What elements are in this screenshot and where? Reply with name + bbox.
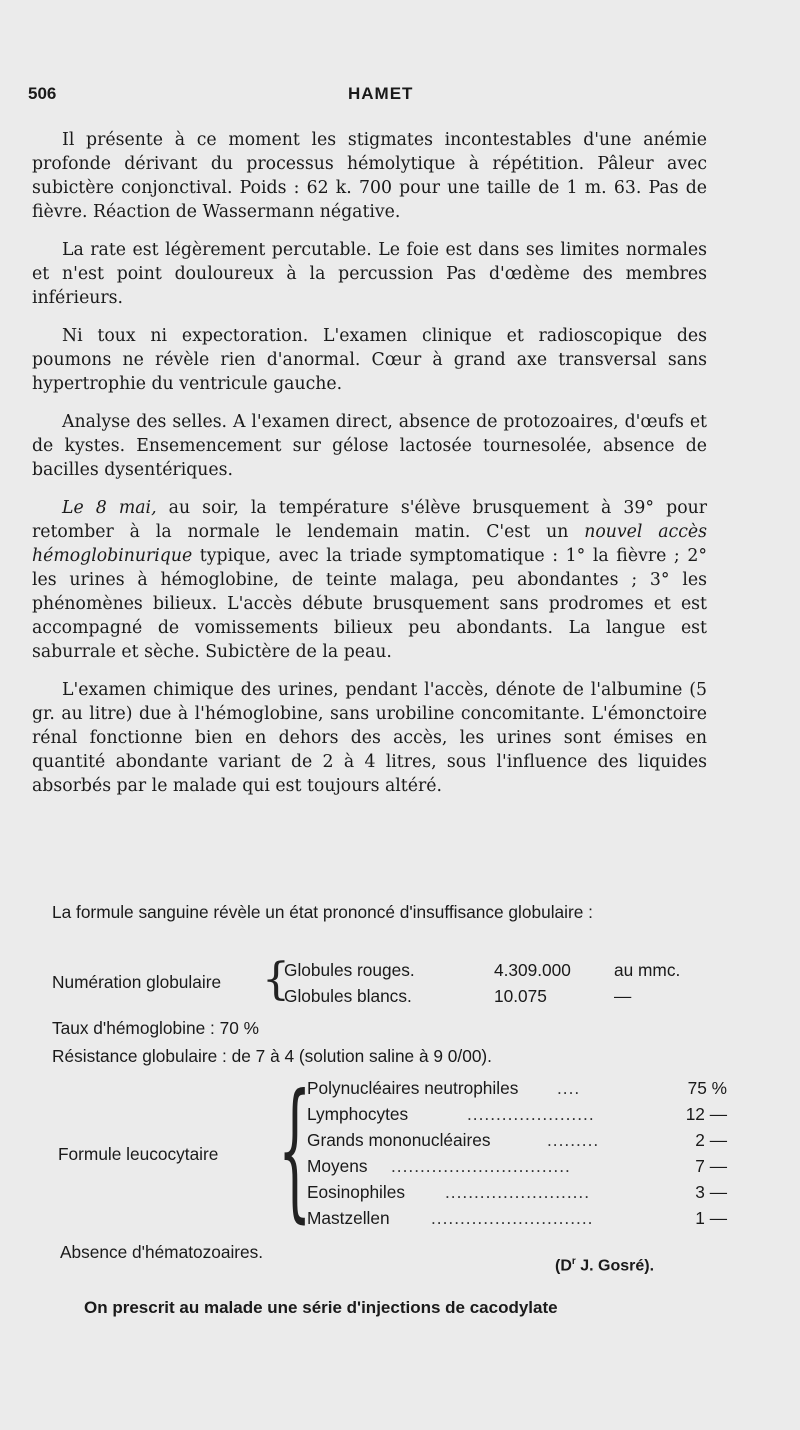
numeration-block <box>52 956 732 1008</box>
numeration-row <box>284 958 724 982</box>
row-name: Lymphocytes <box>307 1104 409 1124</box>
signature <box>555 1256 654 1275</box>
page-number: 506 <box>28 84 57 103</box>
curly-brace-icon: { <box>278 1063 312 1237</box>
paragraph-acces <box>32 496 707 664</box>
paragraph: La rate est légèrement percutable. Le foie est dans ses limites normales et n'est point douloureux à la percussion Pas d'œdème des membres inférieurs. <box>32 240 707 308</box>
blood-intro: La formule sanguine révèle un état prononcé d'insuffisance globulaire : <box>52 902 593 922</box>
row-name: Eosinophiles <box>307 1182 405 1202</box>
curly-brace-icon: { <box>262 954 290 1005</box>
paragraph: Ni toux ni expectoration. L'examen clinique et radioscopique des poumons ne révèle rien d'anormal. Cœur à grand axe transversal sans hypertrophie du ventricule gauche. <box>32 326 707 394</box>
running-head: HAMET <box>348 84 414 103</box>
leucocyte-row <box>307 1180 727 1204</box>
row-unit: au mmc. <box>614 960 681 980</box>
row-name: Grands mononucléaires <box>307 1130 491 1150</box>
row-name: Globules blancs. <box>284 986 412 1006</box>
paragraph-part: typique, avec la triade symptomatique : 1° la fièvre ; 2° les urines à hémoglobine, de teinte malaga, peu abondantes ; 3° les phénomènes bilieux. L'accès débute brusquement sans prodromes et est accompagné de vomissements bilieux peu abondants. La langue est saburrale et sèche. Subictère de la peau. <box>32 546 707 662</box>
row-value: 3 — <box>695 1182 727 1202</box>
absence-line: Absence d'hématozoaires. <box>60 1242 264 1262</box>
numeration-row <box>284 984 724 1008</box>
paragraph: Analyse des selles. A l'examen direct, absence de protozoaires, d'œufs et de kystes. Ensemencement sur gélose lactosée tournesolée, absence de bacilles dysentériques. <box>32 412 707 480</box>
leader-dots: ......................... <box>445 1182 591 1202</box>
globular-resistance: Résistance globulaire : de 7 à 4 (solution saline à 9 0/00). <box>52 1046 492 1066</box>
row-name: Moyens <box>307 1156 368 1176</box>
date-italic: Le 8 mai, <box>62 498 157 518</box>
leucocyte-formula <box>52 1063 732 1237</box>
signature-prefix: (D <box>555 1257 572 1275</box>
signature-name: J. Gosré). <box>575 1257 655 1275</box>
leucocyte-row <box>307 1128 727 1152</box>
row-value: 12 — <box>685 1104 727 1124</box>
leader-dots: ............................ <box>431 1208 594 1228</box>
leader-dots: ............................... <box>391 1156 571 1176</box>
page-header <box>28 84 740 110</box>
signature-sup: r <box>571 1256 576 1267</box>
numeration-label: Numération globulaire <box>52 972 222 992</box>
leucocyte-row <box>307 1206 727 1230</box>
row-name: Mastzellen <box>307 1208 390 1228</box>
hemoglobin-rate: Taux d'hémoglobine : 70 % <box>52 1018 259 1038</box>
row-value: 4.309.000 <box>494 960 571 980</box>
leader-dots: ...................... <box>467 1104 595 1124</box>
row-name: Polynucléaires neutrophiles <box>307 1078 519 1098</box>
leader-dots: .... <box>557 1078 581 1098</box>
blood-formula <box>52 900 732 1237</box>
leucocyte-row <box>307 1076 727 1100</box>
body-text <box>32 128 707 812</box>
leader-dots: ......... <box>547 1130 600 1150</box>
row-name: Globules rouges. <box>284 960 415 980</box>
row-unit: — <box>614 986 632 1006</box>
row-value: 10.075 <box>494 986 547 1006</box>
leucocyte-label: Formule leucocytaire <box>58 1144 219 1164</box>
paragraph: Il présente à ce moment les stigmates incontestables d'une anémie profonde dérivant du processus hémolytique à répétition. Pâleur avec subictère conjonctival. Poids : 62 k. 700 pour une taille de 1 m. 63. Pas de fièvre. Réaction de Wassermann négative. <box>32 130 707 222</box>
row-value: 2 — <box>695 1130 727 1150</box>
last-line: On prescrit au malade une série d'injections de cacodylate <box>84 1298 558 1317</box>
paragraph: L'examen chimique des urines, pendant l'accès, dénote de l'albumine (5 gr. au litre) due à l'hémoglobine, sans urobiline concomitante. L'émonctoire rénal fonctionne bien en dehors des accès, les urines sont émises en quantité abondante variant de 2 à 4 litres, sous l'influence des liquides absorbés par le malade qui est toujours altéré. <box>32 680 707 796</box>
term-italic: nouvel accès hémoglobinurique <box>32 522 707 566</box>
row-value: 7 — <box>695 1156 727 1176</box>
leucocyte-row <box>307 1102 727 1126</box>
leucocyte-row <box>307 1154 727 1178</box>
row-value: 75 % <box>687 1078 727 1098</box>
paragraph-part: au soir, la température s'élève brusquement à 39° pour retomber à la normale le lendemain matin. C'est un <box>32 498 707 542</box>
row-value: 1 — <box>695 1208 727 1228</box>
